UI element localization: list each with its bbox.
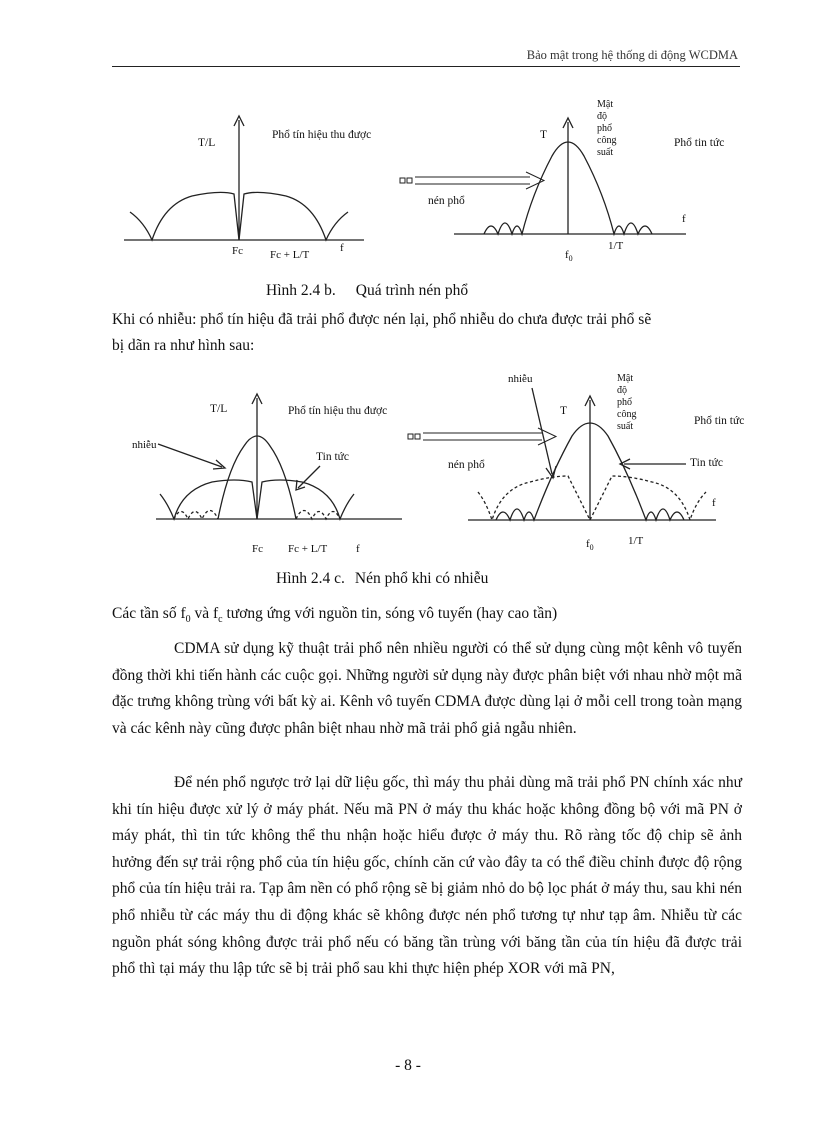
caption-title: Quá trình nén phổ (355, 282, 469, 299)
noise-pointer-line (158, 444, 222, 467)
left-info-label: Tin tức (316, 451, 349, 463)
figure-2-4c (112, 364, 757, 564)
right-title: Phổ tin tức (694, 415, 745, 427)
right-title: Phổ tin tức (674, 137, 725, 149)
left-x-fc2: Fc + L/T (270, 249, 310, 261)
caption-number: Hình 2.4 b. (266, 282, 336, 299)
intro-line-1: Khi có nhiễu: phổ tín hiệu đã trải phổ được nén lại, phổ nhiễu do chưa được trải phổ sẽ (112, 311, 652, 328)
left-dashed-noise-left (174, 511, 218, 520)
intro-line-2: bị dãn ra như hình sau: (112, 337, 255, 354)
right-x-1t: 1/T (608, 240, 624, 252)
frequency-note: Các tần số $f_0$ và $f_c$ tương ứng với nguồn tin, sóng vô tuyến (hay cao tần) (112, 605, 558, 626)
svg-text:độ: độ (617, 385, 627, 396)
left-x-f: f (340, 242, 344, 254)
right-y-label (617, 373, 636, 432)
despread-arrow (408, 428, 556, 445)
running-header (112, 44, 740, 67)
info-spectrum-plot (454, 118, 686, 234)
svg-text:phổ: phổ (597, 123, 612, 134)
right-x-f: f (712, 497, 716, 509)
despread-label: nén phổ (448, 459, 485, 471)
left-x-f: f (356, 543, 360, 555)
despread-arrow (400, 172, 544, 189)
svg-text:suất: suất (597, 147, 614, 158)
right-y-label (597, 99, 616, 158)
figure-2-4b (112, 94, 752, 274)
right-x-f0: $f_0$ (586, 538, 594, 552)
paragraph-cdma: CDMA sử dụng kỹ thuật trải phổ nên nhiều người có thể sử dụng cùng một kênh vô tuyến đồng thời khi tiến hành các cuộc gọi. Những người sử dụng này được phân biệt với nhau nhờ một mã đặc trưng không trùng với bất kỳ ai. Kênh vô tuyến CDMA được dùng lại ở mỗi cell trong toàn mạng và các kênh này cũng được phân biệt nhau nhờ mã trải phổ giả ngẫu nhiên. (112, 640, 742, 737)
caption-number: Hình 2.4 c. (276, 570, 345, 587)
left-noise-label: nhiễu (132, 439, 157, 451)
despread-noisy-spectrum-plot (468, 388, 716, 520)
caption-title: Nén phổ khi có nhiễu (354, 570, 489, 587)
left-y-label: T/L (210, 403, 228, 415)
right-peak-label: T (560, 405, 568, 417)
svg-text:công: công (617, 409, 637, 420)
svg-text:công: công (597, 135, 617, 146)
left-x-fc: Fc (252, 543, 263, 555)
right-noise-label: nhiễu (508, 373, 533, 385)
figure-2-4b-svg (112, 94, 752, 274)
right-x-f0: $f_0$ (565, 249, 573, 263)
svg-text:độ: độ (597, 111, 607, 122)
figure-2-4c-svg (112, 364, 757, 564)
right-info-label: Tin tức (690, 457, 723, 469)
header-title: Bảo mật trong hệ thống di động WCDMA (526, 48, 738, 62)
figure-2-4b-caption (266, 282, 468, 300)
right-x-f: f (682, 213, 686, 225)
right-peak-label: T (540, 129, 548, 141)
despread-label: nén phổ (428, 195, 465, 207)
left-y-label: T/L (198, 137, 216, 149)
paragraph-despreading: Để nén phổ ngược trở lại dữ liệu gốc, thì máy thu phải dùng mã trải phổ PN chính xác như khi tín hiệu được xử lý ở máy phát. Nếu mã PN ở máy thu khác hoặc không đồng bộ với mã PN ở máy phát, thì tin tức không thể thu nhận hoặc hiểu được ở máy thu. Rõ ràng tốc độ chip sẽ ảnh hưởng đến sự trải rộng phổ của tín hiệu gốc, chính căn cứ vào đây ta có thể điều chỉnh được độ rộng phổ của tín hiệu trải ra. Tạp âm nền có phổ rộng sẽ bị giảm nhỏ do bộ lọc phát ở máy thu, sau khi nén phổ nhiễu từ các máy thu di động khác sẽ không được nén phổ tương tự như tạp âm. Nhiễu từ các nguồn phát sóng không được trải phổ nếu có băng tần trùng với băng tần của tín hiệu đã được trải phổ thì tại máy thu lập tức sẽ bị trải phổ sau khi thực hiện phép XOR với mã PN, (112, 774, 742, 978)
noise-pointer-line (532, 388, 552, 474)
left-title: Phổ tín hiệu thu được (288, 405, 388, 417)
right-x-1t: 1/T (628, 535, 644, 547)
page-number: - 8 - (395, 1057, 421, 1074)
left-x-fc: Fc (232, 245, 243, 257)
left-title: Phổ tín hiệu thu được (272, 129, 372, 141)
svg-text:Mật: Mật (597, 99, 614, 110)
left-x-fc2: Fc + L/T (288, 543, 328, 555)
svg-text:phổ: phổ (617, 397, 632, 408)
svg-text:suất: suất (617, 421, 634, 432)
left-dashed-noise-right (296, 511, 340, 520)
svg-text:Mật: Mật (617, 373, 634, 384)
figure-2-4c-caption (276, 570, 488, 588)
